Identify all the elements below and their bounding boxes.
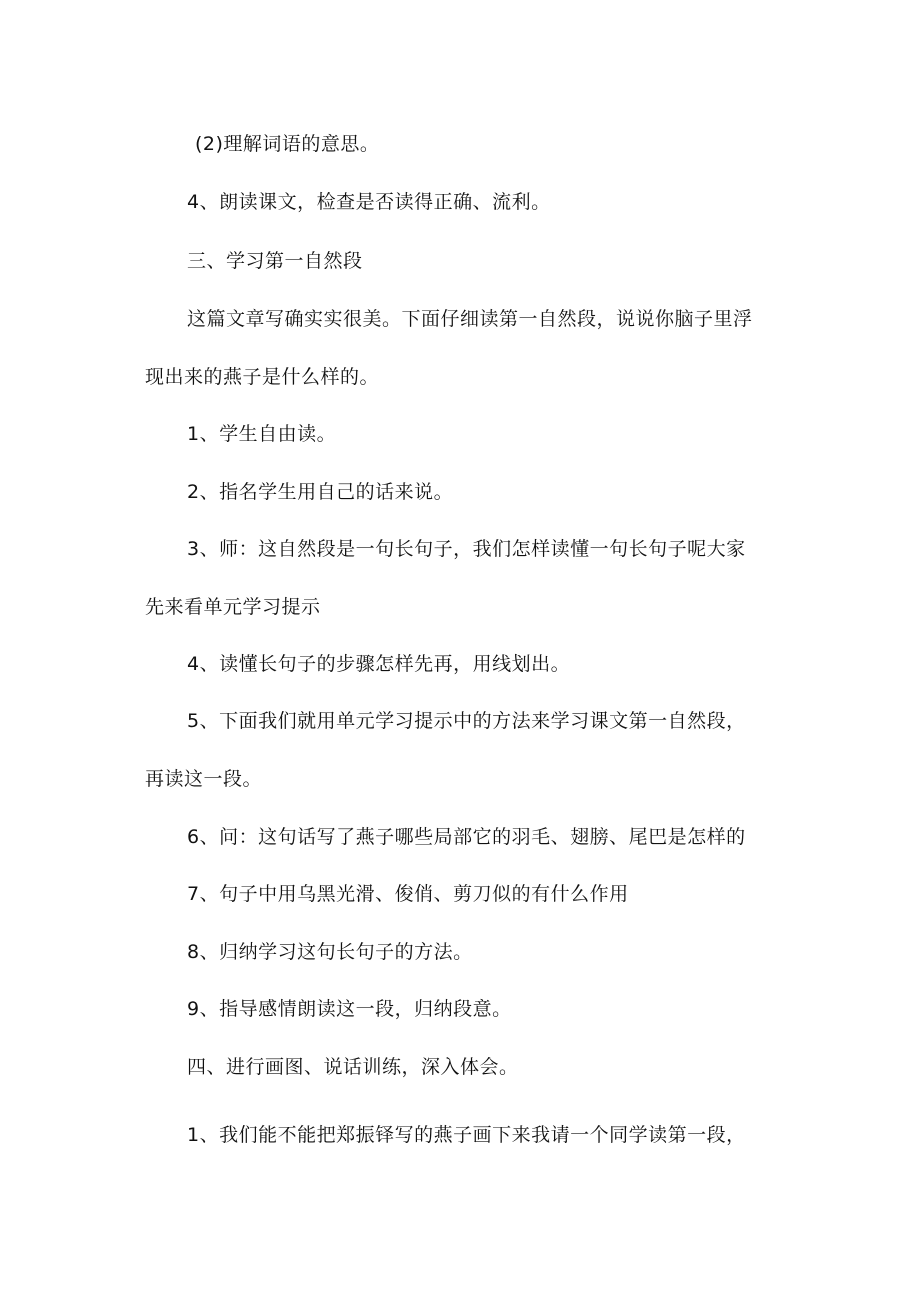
text-line: 1、我们能不能把郑振铎写的燕子画下来我请一个同学读第一段， xyxy=(187,1124,746,1146)
text-line: 4、朗读课文，检查是否读得正确、流利。 xyxy=(187,191,551,213)
text-line: 这篇文章写确实实很美。下面仔细读第一自然段，说说你脑子里浮 xyxy=(187,308,753,330)
text-line: 3、师：这自然段是一句长句子，我们怎样读懂一句长句子呢大家 xyxy=(187,538,746,560)
text-line: 7、句子中用乌黑光滑、俊俏、剪刀似的有什么作用 xyxy=(187,883,629,905)
text-line: 8、归纳学习这句长句子的方法。 xyxy=(187,941,473,963)
text-line: 9、指导感情朗读这一段，归纳段意。 xyxy=(187,998,512,1020)
text-line: 先来看单元学习提示 xyxy=(145,596,321,618)
text-line: 4、读懂长句子的步骤怎样先再，用线划出。 xyxy=(187,653,571,675)
section-heading: 三、学习第一自然段 xyxy=(187,250,363,272)
text-line: 6、问：这句话写了燕子哪些局部它的羽毛、翅膀、尾巴是怎样的 xyxy=(187,826,746,848)
text-line: 1、学生自由读。 xyxy=(187,423,337,445)
text-line: 2、指名学生用自己的话来说。 xyxy=(187,481,454,503)
text-line: 现出来的燕子是什么样的。 xyxy=(145,366,380,388)
text-line: 5、下面我们就用单元学习提示中的方法来学习课文第一自然段， xyxy=(187,710,746,732)
section-heading: 四、进行画图、说话训练，深入体会。 xyxy=(187,1056,519,1078)
text-line: 再读这一段。 xyxy=(145,768,263,790)
text-line: (2)理解词语的意思。 xyxy=(195,133,380,155)
